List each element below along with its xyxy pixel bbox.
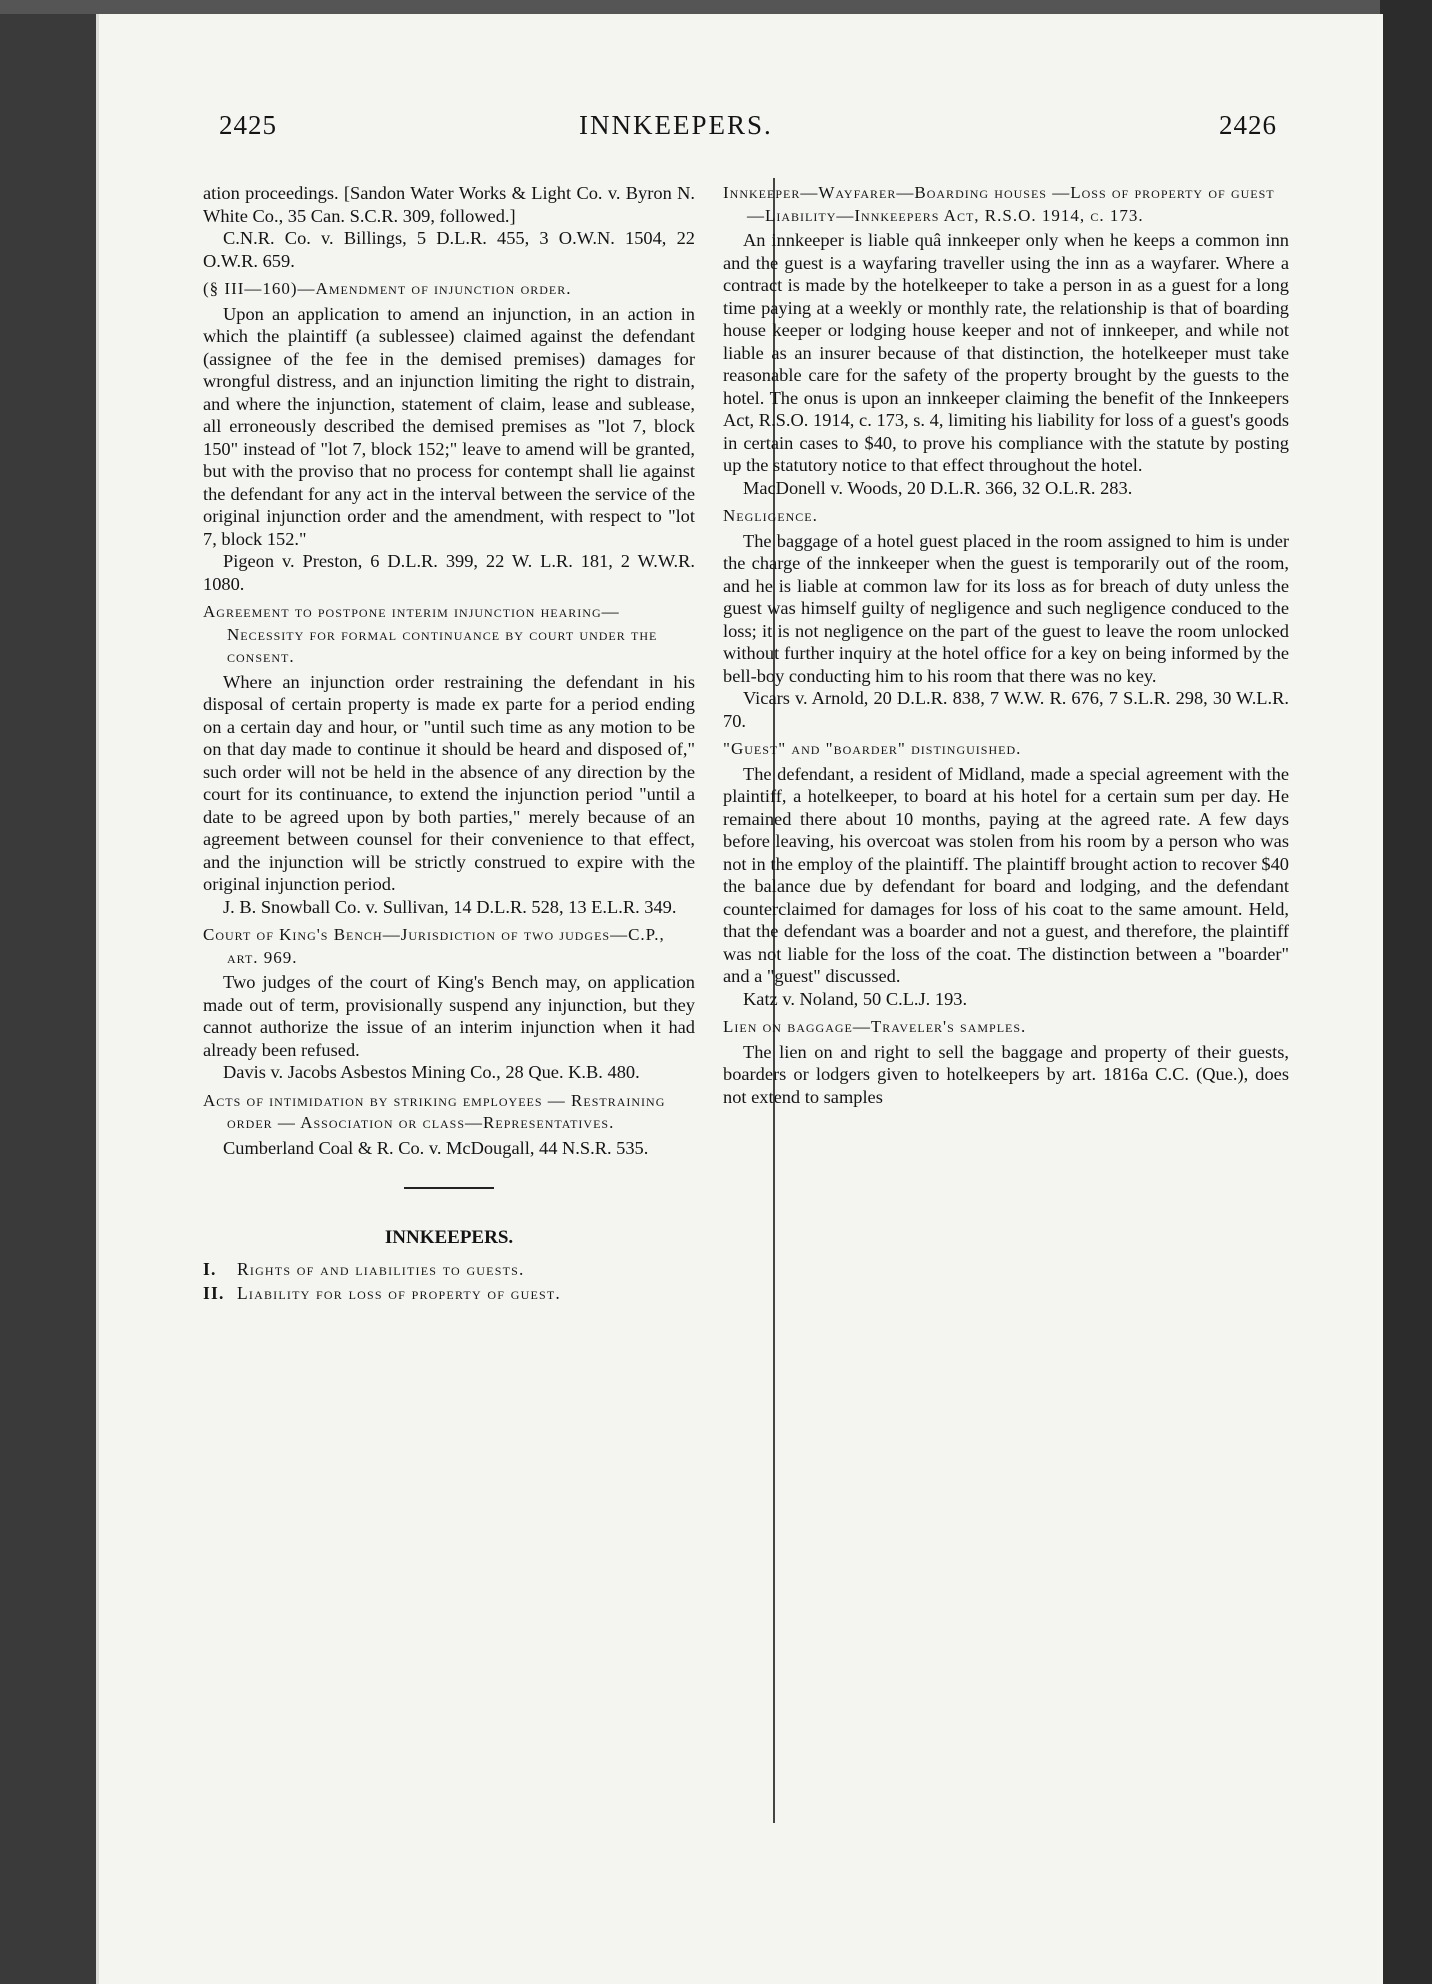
case-citation: MacDonell v. Woods, 20 D.L.R. 366, 32 O.L.R. 283. xyxy=(743,477,1133,498)
case-citation: Cumberland Coal & R. Co. v. McDougall, 44 N.S.R. 535. xyxy=(223,1137,649,1158)
paragraph: ation proceedings. [Sandon Water Works & Light Co. v. Byron N. White Co., 35 Can. S.C.R. 309, followed.] xyxy=(203,183,695,226)
subject-heading: (§ III—160)—Amendment of injunction order. xyxy=(203,279,572,298)
left-column xyxy=(203,182,695,1307)
subject-heading: Agreement to postpone interim injunction hearing—Necessity for formal continuance by court under the consent. xyxy=(203,602,658,666)
toc-text: Liability for loss of property of guest. xyxy=(237,1283,561,1303)
subject-heading: Court of King's Bench—Jurisdiction of two judges—C.P., art. 969. xyxy=(203,925,665,967)
paragraph: The baggage of a hotel guest placed in the room assigned to him is under the charge of the innkeeper when the guest is temporarily out of the room, and he is liable at common law for its loss as for breach of duty unless the guest was himself guilty of negligence and such negligence conduced to the loss; it is not negligence on the part of the guest to leave the room unlocked without further inquiry at the hotel office for a key on being informed by the bell-boy conducting him to his room that there was no key. xyxy=(723,530,1289,686)
case-citation: Pigeon v. Preston, 6 D.L.R. 399, 22 W. L.R. 181, 2 W.W.R. 1080. xyxy=(203,551,695,594)
paragraph: Upon an application to amend an injunction, in an action in which the plaintiff (a sublessee) claimed against the defendant (assignee of the fee in the demised premises) damages for wrongful distress, and an injunction limiting the right to distrain, and where the injunction, statement of claim, lease and sublease, all erroneously described the demised premises as "lot 7, block 150" instead of "lot 7, block 152;" leave to amend will be granted, but with the proviso that no process for contempt shall lie against the defendant for any act in the interval between the service of the original injunction order and the amendment, with respect to "lot 7, block 152." xyxy=(203,303,695,549)
scan-right-edge xyxy=(1380,0,1432,1984)
case-citation: Katz v. Noland, 50 C.L.J. 193. xyxy=(743,988,968,1009)
book-page xyxy=(96,14,1383,1984)
case-citation: Vicars v. Arnold, 20 D.L.R. 838, 7 W.W. R. 676, 7 S.L.R. 298, 30 W.L.R. 70. xyxy=(723,688,1289,731)
running-title: INNKEEPERS. xyxy=(579,110,773,140)
paragraph: Two judges of the court of King's Bench may, on application made out of term, provisionally suspend any injunction, but they cannot authorize the issue of an interim injunction when it had already been refused. xyxy=(203,972,695,1060)
section-title: INNKEEPERS. xyxy=(384,1227,514,1248)
toc-number: II. xyxy=(203,1283,225,1303)
case-citation: Davis v. Jacobs Asbestos Mining Co., 28 Que. K.B. 480. xyxy=(223,1062,640,1082)
toc-entry xyxy=(203,1258,695,1281)
subject-heading: Negligence. xyxy=(723,506,818,525)
paragraph: Where an injunction order restraining the defendant in his disposal of certain property is made ex parte for a period ending on a certain day and hour, or "until such time as any motion to be on that day made to continue it should be heard and disposed of," such order will not be held in the absence of any direction by the court for its continuance, to extend the injunction period "until a date to be agreed upon by both parties," merely because of an agreement between counsel for their convenience to that effect, and the injunction will be strictly construed to expire with the original injunction period. xyxy=(203,671,695,894)
case-citation: J. B. Snowball Co. v. Sullivan, 14 D.L.R. 528, 13 E.L.R. 349. xyxy=(223,896,677,917)
subject-heading: Innkeeper—Wayfarer—Boarding houses —Loss of property of guest—Liability—Innkeepers Act, R.S.O. 1914, c. 173. xyxy=(723,183,1275,225)
right-page-number: 2426 xyxy=(1219,110,1277,140)
subject-heading: Acts of intimidation by striking employees — Restraining order — Association or class—Representatives. xyxy=(203,1090,666,1132)
paragraph: The defendant, a resident of Midland, made a special agreement with the plaintiff, a hotelkeeper, to board at his hotel for a certain sum per day. He remained there about 10 months, paying at the agreed rate. A few days before leaving, his overcoat was stolen from his room by a person who was not in the employ of the plaintiff. The plaintiff brought action to recover $40 the balance due by defendant for board and lodging, and the defendant counterclaimed for damages for loss of his coat to the same amount. Held, that the defendant was a boarder and not a guest, and therefore, the plaintiff was not liable for the loss of the coat. The distinction between a "boarder" and a "guest" discussed. xyxy=(723,763,1289,986)
subject-heading: "Guest" and "boarder" distinguished. xyxy=(723,739,1022,758)
right-column xyxy=(723,182,1289,1108)
toc-entry xyxy=(203,1282,695,1305)
toc-text: Rights of and liabilities to guests. xyxy=(237,1258,525,1279)
toc-number: I. xyxy=(203,1258,217,1279)
subject-heading: Lien on baggage—Traveler's samples. xyxy=(723,1017,1027,1036)
case-citation: C.N.R. Co. v. Billings, 5 D.L.R. 455, 3 O.W.N. 1504, 22 O.W.R. 659. xyxy=(203,228,695,271)
left-page-number: 2425 xyxy=(219,110,277,140)
paragraph: An innkeeper is liable quâ innkeeper only when he keeps a common inn and the guest is a wayfaring traveller using the inn as a wayfarer. Where a contract is made by the hotelkeeper to take a person in as a guest for a long time paying at a weekly or monthly rate, the relationship is that of boarding house keeper or lodging house keeper and not of innkeeper, and while not liable as an insurer because of that distinction, the hotelkeeper must take reasonable care for the safety of the property brought by the guests to the hotel. The onus is upon an innkeeper claiming the benefit of the Innkeepers Act, R.S.O. 1914, c. 173, s. 4, limiting his liability for loss of a guest's goods in certain cases to $40, to prove his compliance with the statute by posting up the statutory notice to that effect throughout the hotel. xyxy=(723,230,1289,475)
scan-top-edge xyxy=(0,0,1432,14)
section-rule xyxy=(404,1187,494,1189)
paragraph: The lien on and right to sell the baggage and property of their guests, boarders or lodgers given to hotelkeepers by art. 1816a C.C. (Que.), does not extend to samples xyxy=(723,1041,1289,1107)
